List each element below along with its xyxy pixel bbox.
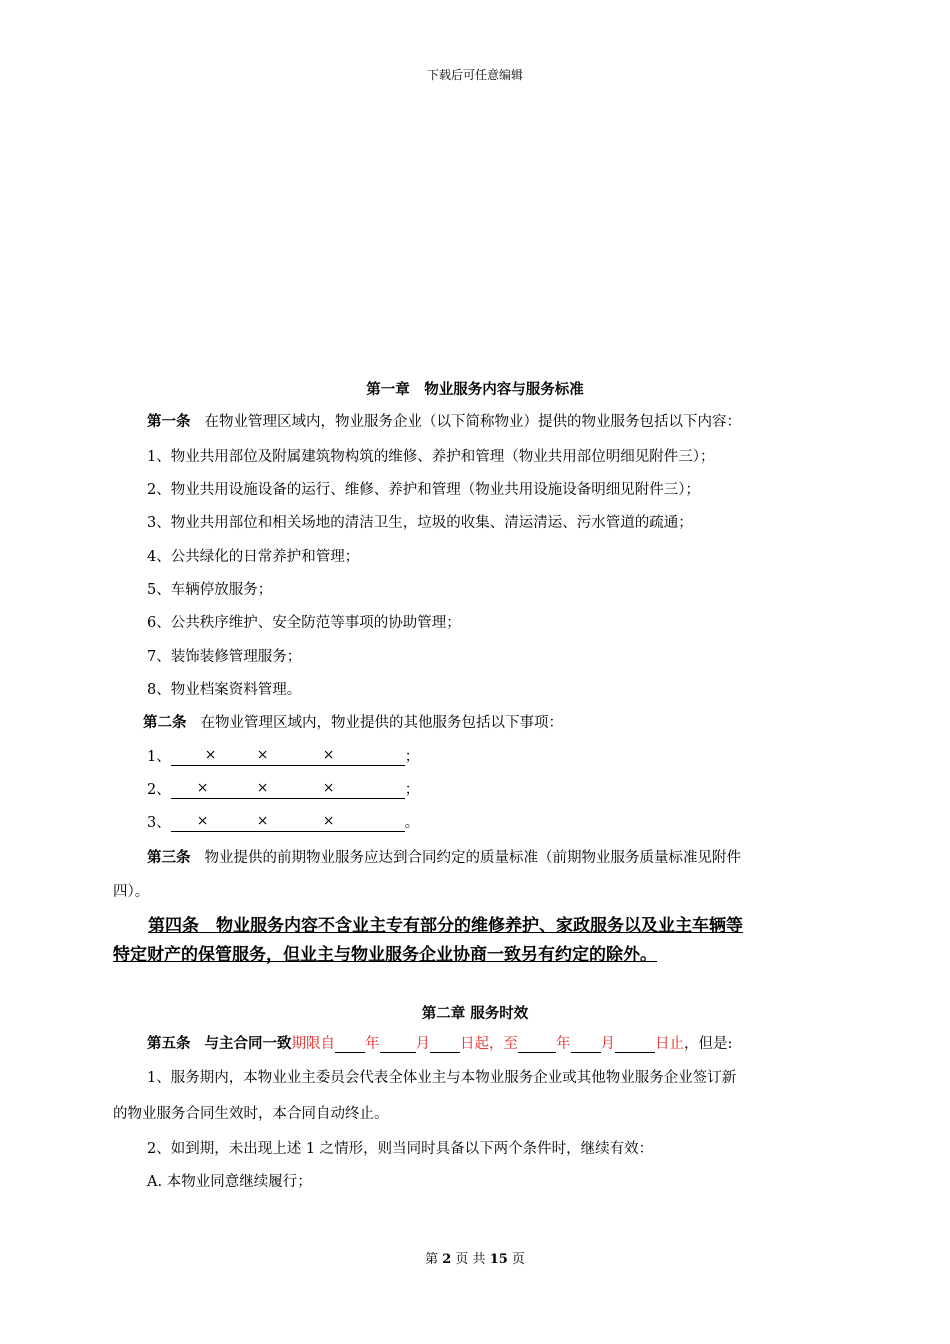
page-number: 2 [442, 1252, 452, 1267]
blank-line [171, 749, 405, 766]
term-text: 年 [556, 1036, 571, 1052]
article-2-item [147, 745, 419, 766]
blank-line [518, 1037, 556, 1053]
footer-text: 页 共 [455, 1252, 486, 1267]
article-1-item: 6、公共秩序维护、安全防范等事项的协助管理； [147, 615, 461, 631]
article-3-continuation: 四）。 [113, 884, 150, 900]
term-text: 日止 [655, 1036, 684, 1052]
chapter2-title: 第二章 服务时效 [421, 1006, 529, 1022]
article-2 [143, 711, 563, 732]
term-text: 月 [415, 1036, 430, 1052]
x-mark: × [256, 747, 269, 763]
article-1 [147, 410, 741, 431]
chapter1-title: 第一章 物业服务内容与服务标准 [366, 382, 584, 398]
blank-line [335, 1037, 365, 1053]
x-mark: × [322, 747, 335, 763]
x-mark: × [204, 747, 217, 763]
article-5-item: 1、服务期内，本物业业主委员会代表全体业主与本物业服务企业或其他物业服务企业签订新 [147, 1070, 737, 1086]
article-3 [147, 846, 741, 867]
article-5-label: 第五条 [147, 1036, 191, 1052]
blank-line [171, 782, 405, 799]
article-3-label: 第三条 [147, 850, 191, 866]
article-2-item [147, 811, 419, 832]
x-mark: × [196, 780, 209, 796]
term-text: 日起，至 [460, 1036, 518, 1052]
blank-line [571, 1037, 601, 1053]
item-end: 。 [404, 815, 420, 831]
article-1-item: 8、物业档案资料管理。 [147, 682, 302, 698]
article-1-item: 4、公共绿化的日常养护和管理； [147, 549, 360, 565]
article-1-item: 7、装饰装修管理服务； [147, 649, 302, 665]
footer-text: 第 [425, 1252, 439, 1267]
page-footer [0, 1248, 950, 1267]
article-5 [147, 1032, 732, 1053]
article-5-item: A. 本物业同意继续履行； [147, 1174, 312, 1190]
term-tail: ，但是: [684, 1036, 733, 1052]
article-1-item: 1、物业共用部位及附属建筑物构筑的维修、养护和管理（物业共用部位明细见附件三）； [147, 449, 715, 465]
item-number: 2、 [147, 782, 171, 798]
article-3-text: 物业提供的前期物业服务应达到合同约定的质量标准（前期物业服务质量标准见附件 [204, 850, 741, 866]
blank-line [430, 1037, 460, 1053]
article-2-item [147, 778, 419, 799]
article-1-label: 第一条 [147, 414, 191, 430]
blank-line [615, 1037, 655, 1053]
article-4-line2: 特定财产的保管服务，但业主与物业服务企业协商一致另有约定的除外。 [113, 945, 657, 965]
x-mark: × [196, 813, 209, 829]
item-end: ； [404, 749, 420, 765]
x-mark: × [322, 780, 335, 796]
article-5-item-continuation: 的物业服务合同生效时，本合同自动终止。 [113, 1106, 389, 1122]
article-5-lead: 与主合同一致 [204, 1036, 292, 1052]
blank-line [171, 815, 405, 832]
article-1-item: 3、物业共用部位和相关场地的清洁卫生，垃圾的收集、清运清运、污水管道的疏通； [147, 515, 693, 531]
article-1-item: 5、车辆停放服务； [147, 582, 273, 598]
x-mark: × [256, 813, 269, 829]
term-text: 年 [365, 1036, 380, 1052]
article-1-text: 在物业管理区域内，物业服务企业（以下简称物业）提供的物业服务包括以下内容： [204, 414, 741, 430]
item-number: 1、 [147, 749, 171, 765]
page-header: 下载后可任意编辑 [426, 68, 523, 82]
term-text: 月 [600, 1036, 615, 1052]
article-2-label: 第二条 [143, 715, 187, 731]
article-1-item: 2、物业共用设施设备的运行、维修、养护和管理（物业共用设施设备明细见附件三）； [147, 482, 700, 498]
item-end: ； [404, 782, 420, 798]
article-2-text: 在物业管理区域内，物业提供的其他服务包括以下事项： [200, 715, 563, 731]
x-mark: × [322, 813, 335, 829]
total-pages: 15 [489, 1252, 508, 1267]
article-5-item: 2、如到期，未出现上述 1 之情形，则当同时具备以下两个条件时，继续有效： [147, 1141, 654, 1157]
term-text: 期限自 [291, 1036, 335, 1052]
x-mark: × [256, 780, 269, 796]
footer-text: 页 [511, 1252, 525, 1267]
article-4-line1: 第四条 物业服务内容不含业主专有部分的维修养护、家政服务以及业主车辆等 [148, 916, 743, 936]
item-number: 3、 [147, 815, 171, 831]
blank-line [380, 1037, 416, 1053]
